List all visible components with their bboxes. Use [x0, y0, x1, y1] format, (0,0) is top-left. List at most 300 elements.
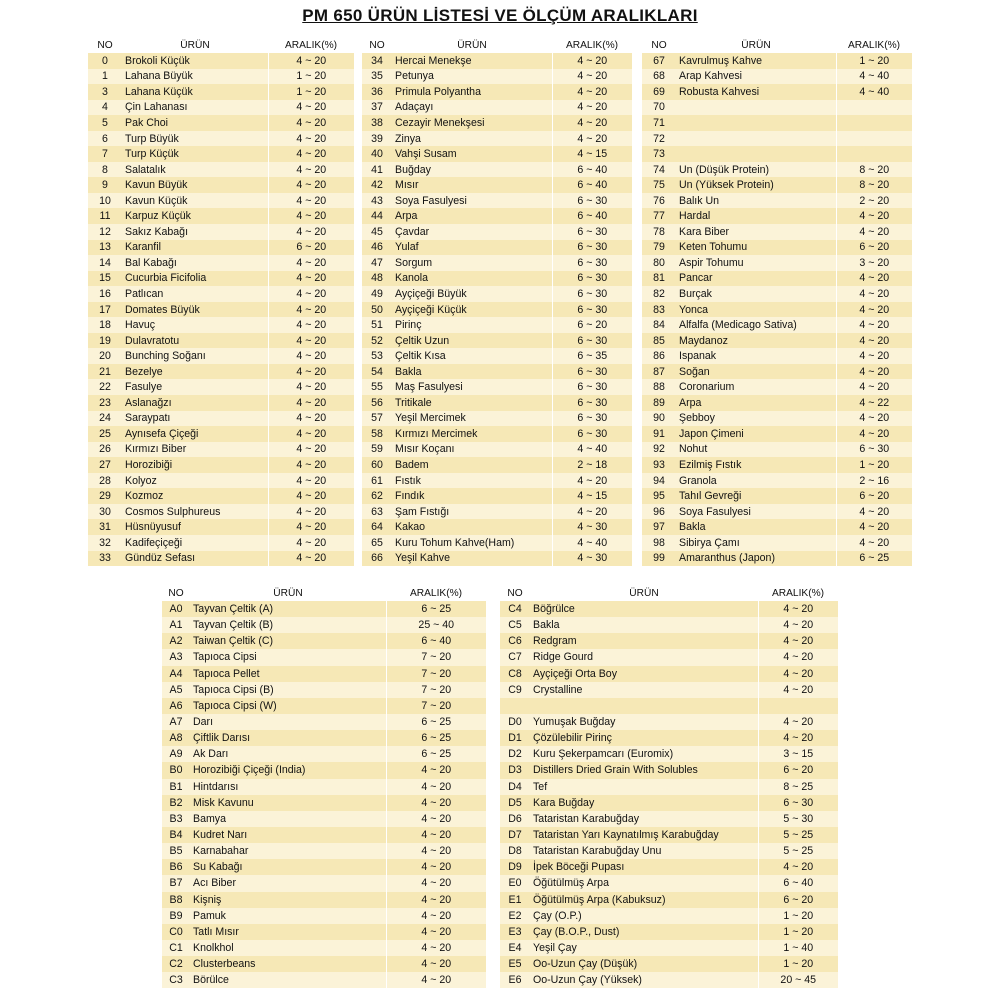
product-name: Havuç: [122, 317, 268, 333]
product-name: Balık Un: [676, 193, 836, 209]
measure-range: 6 ~ 30: [552, 426, 632, 442]
product-table-5: [500, 586, 838, 988]
measure-range: 20 ~ 45: [758, 972, 838, 988]
table-row: [88, 224, 354, 240]
row-number: 41: [362, 162, 392, 178]
table-row: [642, 286, 912, 302]
measure-range: 6 ~ 25: [386, 601, 486, 617]
row-number: 77: [642, 208, 676, 224]
row-number: 62: [362, 488, 392, 504]
product-name: Lahana Küçük: [122, 84, 268, 100]
table-row: [88, 255, 354, 271]
row-number: 79: [642, 240, 676, 256]
product-name: Tapıoca Cipsi: [190, 649, 386, 665]
row-number: 61: [362, 473, 392, 489]
product-name: Börülce: [190, 972, 386, 988]
product-name: Kırmızı Mercimek: [392, 426, 552, 442]
measure-range: 4 ~ 20: [552, 84, 632, 100]
table-row: [500, 924, 838, 940]
row-number: A0: [162, 601, 190, 617]
product-name: Öğütülmüş Arpa: [530, 875, 758, 891]
measure-range: 7 ~ 20: [386, 649, 486, 665]
row-number: 54: [362, 364, 392, 380]
product-name: Crystalline: [530, 682, 758, 698]
product-name: Çay (O.P.): [530, 908, 758, 924]
product-name: Dulavratotu: [122, 333, 268, 349]
product-name: Sakız Kabağı: [122, 224, 268, 240]
product-name: Ak Darı: [190, 746, 386, 762]
measure-range: 4 ~ 20: [268, 488, 354, 504]
measure-range: 4 ~ 20: [552, 504, 632, 520]
measure-range: 4 ~ 20: [268, 395, 354, 411]
row-number: 63: [362, 504, 392, 520]
row-number: 38: [362, 115, 392, 131]
row-number: C7: [500, 649, 530, 665]
product-name: Kavrulmuş Kahve: [676, 53, 836, 69]
table-row: [362, 333, 632, 349]
product-name: Distillers Dried Grain With Solubles: [530, 762, 758, 778]
table-row: [88, 504, 354, 520]
product-name: Sibirya Çamı: [676, 535, 836, 551]
row-number: C1: [162, 940, 190, 956]
table-row: [642, 317, 912, 333]
table-row: [162, 617, 486, 633]
row-number: 75: [642, 177, 676, 193]
table-row: [362, 348, 632, 364]
table-row: [642, 53, 912, 69]
product-name: Ridge Gourd: [530, 649, 758, 665]
measure-range: 4 ~ 20: [758, 859, 838, 875]
row-number: C8: [500, 666, 530, 682]
product-name: Hardal: [676, 208, 836, 224]
row-number: 12: [88, 224, 122, 240]
table-row: [88, 271, 354, 287]
table-row: [500, 730, 838, 746]
product-name: Pamuk: [190, 908, 386, 924]
row-number: 99: [642, 551, 676, 567]
table-row: [88, 551, 354, 567]
product-name: Çeltik Uzun: [392, 333, 552, 349]
measure-range: [758, 698, 838, 714]
measure-range: 4 ~ 20: [758, 601, 838, 617]
table-row: [362, 146, 632, 162]
row-number: 50: [362, 302, 392, 318]
measure-range: 4 ~ 20: [552, 53, 632, 69]
product-name: [676, 131, 836, 147]
product-name: Horozibiği Çiçeği (India): [190, 762, 386, 778]
header-product: ÜRÜN: [273, 588, 303, 599]
row-number: 85: [642, 333, 676, 349]
row-number: 16: [88, 286, 122, 302]
row-number: 15: [88, 271, 122, 287]
row-number: 37: [362, 100, 392, 116]
measure-range: 6 ~ 35: [552, 348, 632, 364]
measure-range: 6 ~ 30: [552, 224, 632, 240]
row-number: A3: [162, 649, 190, 665]
measure-range: 4 ~ 20: [552, 473, 632, 489]
table-row: [642, 348, 912, 364]
product-name: Horozibiği: [122, 457, 268, 473]
row-number: 36: [362, 84, 392, 100]
row-number: 32: [88, 535, 122, 551]
product-name: Clusterbeans: [190, 956, 386, 972]
product-name: Yeşil Kahve: [392, 551, 552, 567]
table-row: [362, 131, 632, 147]
table-row: [642, 255, 912, 271]
table-row: [162, 714, 486, 730]
measure-range: 2 ~ 20: [836, 193, 912, 209]
product-name: Tataristan Karabuğday: [530, 811, 758, 827]
table-row: [500, 908, 838, 924]
product-name: Soğan: [676, 364, 836, 380]
measure-range: 4 ~ 20: [268, 302, 354, 318]
product-name: Kişniş: [190, 892, 386, 908]
row-number: B6: [162, 859, 190, 875]
table-row: [88, 426, 354, 442]
row-number: C0: [162, 924, 190, 940]
measure-range: 4 ~ 20: [836, 286, 912, 302]
measure-range: 5 ~ 25: [758, 843, 838, 859]
table-row: [642, 411, 912, 427]
product-name: Tayvan Çeltik (B): [190, 617, 386, 633]
table-row: [88, 162, 354, 178]
measure-range: 4 ~ 20: [268, 379, 354, 395]
measure-range: 4 ~ 20: [758, 714, 838, 730]
measure-range: 6 ~ 25: [386, 730, 486, 746]
measure-range: 8 ~ 20: [836, 177, 912, 193]
measure-range: 4 ~ 20: [268, 208, 354, 224]
row-number: 64: [362, 519, 392, 535]
product-name: Sorgum: [392, 255, 552, 271]
table-row: [88, 411, 354, 427]
table-row: [162, 843, 486, 859]
measure-range: 6 ~ 20: [268, 240, 354, 256]
measure-range: 4 ~ 20: [386, 892, 486, 908]
table-row: [642, 100, 912, 116]
row-number: 87: [642, 364, 676, 380]
product-name: Un (Düşük Protein): [676, 162, 836, 178]
table-row: [88, 240, 354, 256]
product-name: Kadifeçiçeği: [122, 535, 268, 551]
product-name: [676, 146, 836, 162]
table-row: [500, 843, 838, 859]
measure-range: 4 ~ 20: [836, 379, 912, 395]
measure-range: 4 ~ 20: [268, 177, 354, 193]
table-row: [642, 177, 912, 193]
row-number: E1: [500, 892, 530, 908]
header-no: NO: [651, 40, 667, 51]
product-name: Zinya: [392, 131, 552, 147]
measure-range: 4 ~ 20: [386, 811, 486, 827]
table-row: [642, 302, 912, 318]
table-row: [500, 795, 838, 811]
table-row: [162, 811, 486, 827]
product-name: Patlıcan: [122, 286, 268, 302]
table-row: [642, 457, 912, 473]
row-number: 11: [88, 208, 122, 224]
header-product: ÜRÜN: [629, 588, 659, 599]
measure-range: 4 ~ 20: [758, 617, 838, 633]
product-name: Kara Biber: [676, 224, 836, 240]
row-number: 95: [642, 488, 676, 504]
table-row: [642, 442, 912, 458]
measure-range: 4 ~ 20: [268, 271, 354, 287]
row-number: A6: [162, 698, 190, 714]
table-row: [642, 551, 912, 567]
measure-range: 4 ~ 20: [836, 348, 912, 364]
row-number: 51: [362, 317, 392, 333]
row-number: [500, 698, 530, 714]
product-table-1: [88, 38, 354, 566]
row-number: 25: [88, 426, 122, 442]
row-number: 3: [88, 84, 122, 100]
row-number: 72: [642, 131, 676, 147]
header-product: ÜRÜN: [457, 40, 487, 51]
row-number: 48: [362, 271, 392, 287]
row-number: 31: [88, 519, 122, 535]
product-name: Tapıoca Pellet: [190, 666, 386, 682]
row-number: 40: [362, 146, 392, 162]
table-row: [88, 208, 354, 224]
measure-range: [836, 146, 912, 162]
table-row: [162, 892, 486, 908]
row-number: 7: [88, 146, 122, 162]
product-name: Japon Çimeni: [676, 426, 836, 442]
row-number: 46: [362, 240, 392, 256]
table-row: [88, 535, 354, 551]
product-name: Ayçiçeği Orta Boy: [530, 666, 758, 682]
table-row: [88, 100, 354, 116]
measure-range: 1 ~ 20: [268, 69, 354, 85]
row-number: 56: [362, 395, 392, 411]
measure-range: 4 ~ 20: [268, 348, 354, 364]
table-row: [162, 649, 486, 665]
header-range: ARALIK(%): [284, 40, 338, 51]
row-number: 34: [362, 53, 392, 69]
product-name: Kırmızı Biber: [122, 442, 268, 458]
table-row: [162, 601, 486, 617]
measure-range: 4 ~ 30: [552, 519, 632, 535]
table-row: [162, 698, 486, 714]
table-row: [642, 426, 912, 442]
product-name: Yonca: [676, 302, 836, 318]
measure-range: 4 ~ 20: [386, 779, 486, 795]
product-name: Soya Fasulyesi: [392, 193, 552, 209]
measure-range: 6 ~ 30: [552, 379, 632, 395]
row-number: D3: [500, 762, 530, 778]
product-name: Kudret Narı: [190, 827, 386, 843]
row-number: 1: [88, 69, 122, 85]
product-name: Bakla: [392, 364, 552, 380]
measure-range: 4 ~ 20: [268, 255, 354, 271]
row-number: 14: [88, 255, 122, 271]
table-row: [642, 364, 912, 380]
row-number: 28: [88, 473, 122, 489]
table-row: [88, 473, 354, 489]
row-number: 43: [362, 193, 392, 209]
measure-range: 8 ~ 20: [836, 162, 912, 178]
product-name: Ezilmiş Fıstık: [676, 457, 836, 473]
row-number: 47: [362, 255, 392, 271]
product-name: Yeşil Çay: [530, 940, 758, 956]
measure-range: 8 ~ 25: [758, 779, 838, 795]
table-row: [362, 504, 632, 520]
row-number: E2: [500, 908, 530, 924]
measure-range: 4 ~ 20: [758, 666, 838, 682]
table-row: [88, 364, 354, 380]
measure-range: 4 ~ 20: [836, 504, 912, 520]
table-row: [642, 193, 912, 209]
table-row: [362, 379, 632, 395]
product-name: Mısır: [392, 177, 552, 193]
row-number: A7: [162, 714, 190, 730]
measure-range: 6 ~ 20: [836, 240, 912, 256]
row-number: 67: [642, 53, 676, 69]
row-number: 39: [362, 131, 392, 147]
measure-range: 4 ~ 20: [268, 286, 354, 302]
product-name: Fıstık: [392, 473, 552, 489]
product-name: Taiwan Çeltik (C): [190, 633, 386, 649]
product-name: Soya Fasulyesi: [676, 504, 836, 520]
header-product: ÜRÜN: [180, 40, 210, 51]
measure-range: 4 ~ 20: [552, 131, 632, 147]
row-number: 33: [88, 551, 122, 567]
row-number: A1: [162, 617, 190, 633]
measure-range: 4 ~ 20: [836, 411, 912, 427]
row-number: 74: [642, 162, 676, 178]
measure-range: 1 ~ 20: [836, 53, 912, 69]
table-row: [162, 924, 486, 940]
measure-range: 4 ~ 20: [836, 535, 912, 551]
row-number: A9: [162, 746, 190, 762]
measure-range: 6 ~ 30: [552, 193, 632, 209]
measure-range: 7 ~ 20: [386, 682, 486, 698]
product-name: Kavun Küçük: [122, 193, 268, 209]
product-name: Pancar: [676, 271, 836, 287]
product-name: Pirinç: [392, 317, 552, 333]
measure-range: 6 ~ 20: [758, 762, 838, 778]
product-name: Karanfil: [122, 240, 268, 256]
measure-range: 6 ~ 40: [552, 208, 632, 224]
table-row: [88, 317, 354, 333]
product-name: Cosmos Sulphureus: [122, 504, 268, 520]
measure-range: 6 ~ 25: [836, 551, 912, 567]
product-name: Su Kabağı: [190, 859, 386, 875]
row-number: 98: [642, 535, 676, 551]
product-name: Darı: [190, 714, 386, 730]
product-name: Çin Lahanası: [122, 100, 268, 116]
product-name: Oo-Uzun Çay (Yüksek): [530, 972, 758, 988]
table-row: [88, 69, 354, 85]
row-number: 18: [88, 317, 122, 333]
measure-range: 4 ~ 20: [386, 762, 486, 778]
row-number: 70: [642, 100, 676, 116]
row-number: 49: [362, 286, 392, 302]
product-name: Petunya: [392, 69, 552, 85]
table-row: [362, 84, 632, 100]
table-row: [642, 115, 912, 131]
product-name: Böğrülce: [530, 601, 758, 617]
measure-range: 4 ~ 20: [836, 302, 912, 318]
measure-range: 4 ~ 40: [836, 84, 912, 100]
row-number: 6: [88, 131, 122, 147]
table-row: [162, 633, 486, 649]
measure-range: 4 ~ 20: [552, 115, 632, 131]
table-row: [642, 535, 912, 551]
product-name: Bakla: [530, 617, 758, 633]
measure-range: 25 ~ 40: [386, 617, 486, 633]
row-number: E6: [500, 972, 530, 988]
measure-range: 4 ~ 30: [552, 551, 632, 567]
row-number: D4: [500, 779, 530, 795]
row-number: 23: [88, 395, 122, 411]
measure-range: 4 ~ 20: [268, 519, 354, 535]
row-number: 90: [642, 411, 676, 427]
product-name: İpek Böceği Pupası: [530, 859, 758, 875]
table-row: [162, 666, 486, 682]
header-no: NO: [507, 588, 523, 599]
row-number: C5: [500, 617, 530, 633]
table-row: [500, 633, 838, 649]
measure-range: 6 ~ 30: [552, 395, 632, 411]
measure-range: 4 ~ 20: [836, 364, 912, 380]
row-number: 30: [88, 504, 122, 520]
table-row: [162, 827, 486, 843]
row-number: 93: [642, 457, 676, 473]
table-row: [362, 208, 632, 224]
measure-range: 4 ~ 40: [552, 442, 632, 458]
measure-range: 4 ~ 20: [758, 633, 838, 649]
table-row: [362, 240, 632, 256]
product-name: Kuru Tohum Kahve(Ham): [392, 535, 552, 551]
measure-range: 6 ~ 30: [836, 442, 912, 458]
row-number: 17: [88, 302, 122, 318]
measure-range: 6 ~ 25: [386, 746, 486, 762]
product-name: Oo-Uzun Çay (Düşük): [530, 956, 758, 972]
table-row: [642, 162, 912, 178]
product-name: Coronarium: [676, 379, 836, 395]
measure-range: 6 ~ 30: [552, 271, 632, 287]
row-number: A4: [162, 666, 190, 682]
row-number: 42: [362, 177, 392, 193]
measure-range: 4 ~ 20: [836, 426, 912, 442]
row-number: 22: [88, 379, 122, 395]
measure-range: 2 ~ 16: [836, 473, 912, 489]
row-number: A2: [162, 633, 190, 649]
measure-range: 4 ~ 20: [386, 972, 486, 988]
row-number: 26: [88, 442, 122, 458]
table-row: [362, 519, 632, 535]
row-number: 53: [362, 348, 392, 364]
measure-range: 4 ~ 20: [386, 908, 486, 924]
product-name: Kara Buğday: [530, 795, 758, 811]
measure-range: 4 ~ 20: [836, 317, 912, 333]
table-row: [500, 827, 838, 843]
table-row: [642, 519, 912, 535]
measure-range: 4 ~ 20: [268, 53, 354, 69]
row-number: 83: [642, 302, 676, 318]
measure-range: 4 ~ 20: [268, 193, 354, 209]
product-name: Un (Yüksek Protein): [676, 177, 836, 193]
measure-range: 4 ~ 20: [386, 843, 486, 859]
measure-range: 6 ~ 20: [836, 488, 912, 504]
table-row: [362, 193, 632, 209]
measure-range: 4 ~ 15: [552, 146, 632, 162]
product-name: Arpa: [676, 395, 836, 411]
row-number: B7: [162, 875, 190, 891]
table-row: [642, 69, 912, 85]
product-name: Tataristan Karabuğday Unu: [530, 843, 758, 859]
